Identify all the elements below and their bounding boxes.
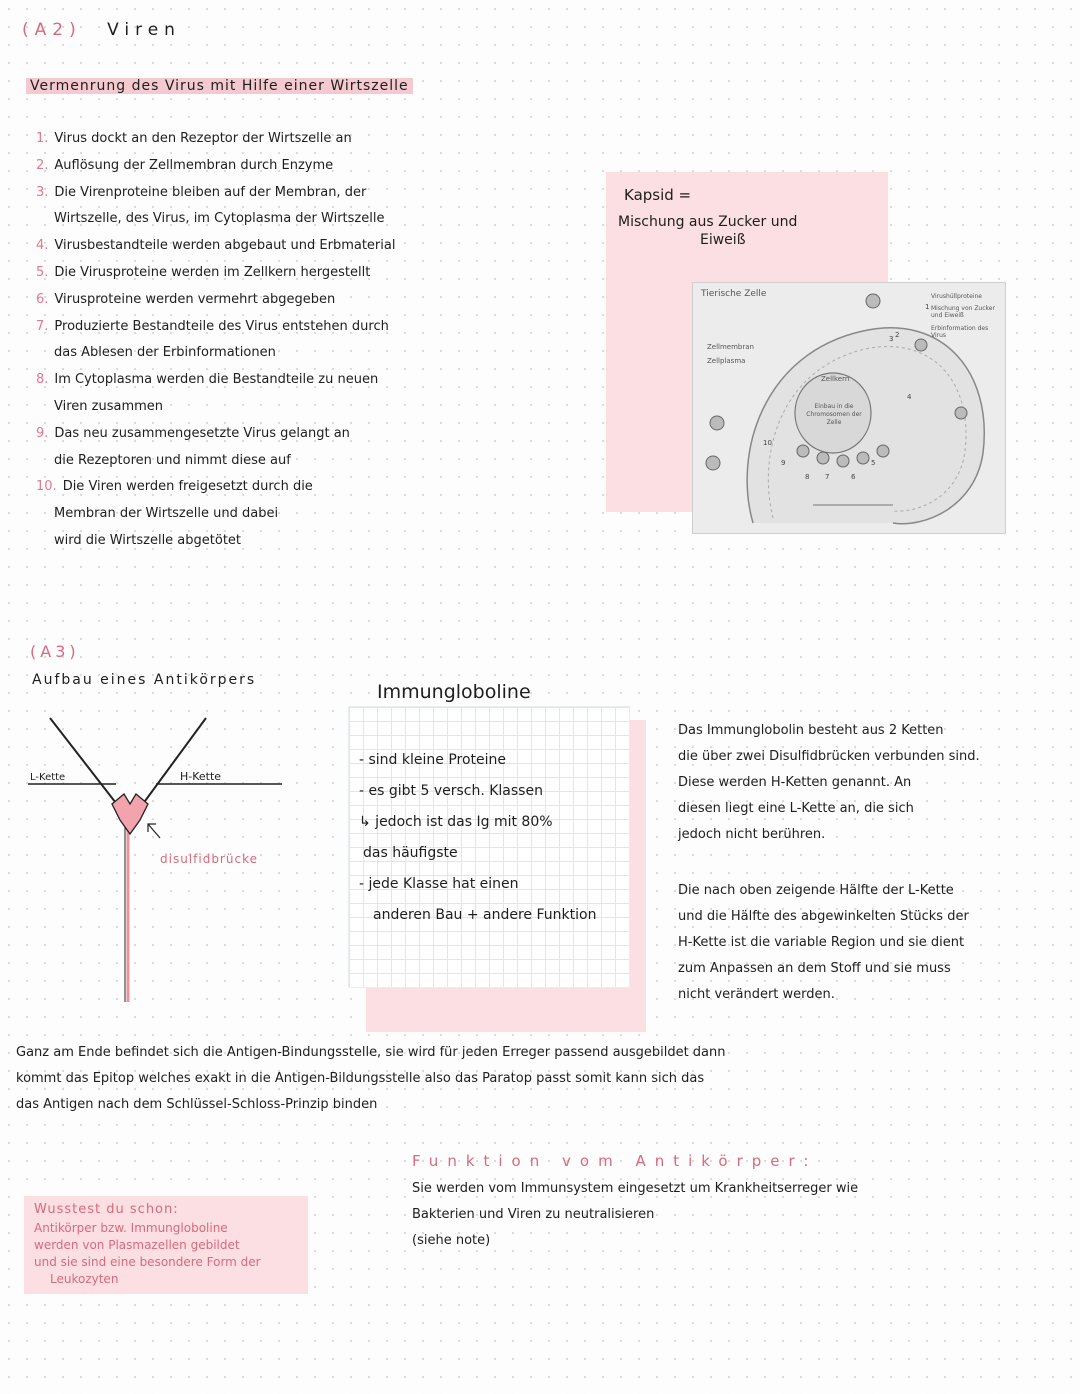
step-number: 6.: [36, 291, 49, 307]
replication-steps-list: [36, 126, 556, 555]
did-you-know-note: [24, 1196, 308, 1294]
section-a3-title: Aufbau eines Antikörpers: [32, 672, 257, 688]
paragraph-line: jedoch nicht berühren.: [678, 827, 826, 842]
immuno-line: - es gibt 5 versch. Klassen: [359, 783, 543, 799]
step-text: Das neu zusammengesetzte Virus gelangt an: [54, 425, 350, 441]
step-number: 10.: [36, 479, 57, 495]
h-chain-label: H-Kette: [180, 770, 222, 783]
diagram-step-number: 6: [851, 473, 856, 481]
diagram-step-number: 1: [925, 303, 930, 311]
virus-particle: [837, 455, 849, 467]
step-line: [36, 314, 556, 341]
did-you-know-line: Antikörper bzw. Immungloboline: [34, 1221, 228, 1235]
immuno-line: - jede Klasse hat einen: [359, 876, 519, 892]
step-line: [36, 340, 556, 367]
did-you-know-line: und sie sind eine besondere Form der: [34, 1255, 261, 1269]
kapsid-line3: Eiweiß: [700, 232, 746, 248]
step-text: Virus dockt an den Rezeptor der Wirtszelle an: [54, 131, 352, 146]
did-you-know-lines: [34, 1220, 261, 1288]
diagram-label-nucleus: Zellkern: [821, 375, 850, 383]
virus-particle: [955, 407, 967, 419]
paragraph-line: Diese werden H-Ketten genannt. An: [678, 775, 912, 790]
variable-region-paragraph: [678, 878, 1078, 1008]
antibody-structure-paragraph: [678, 718, 1078, 848]
step-line: [36, 448, 556, 475]
step-text: Membran der Wirtszelle und dabei: [54, 506, 279, 522]
function-line: Sie werden vom Immunsystem eingesetzt um Krankheitserreger wie: [412, 1181, 859, 1196]
step-line: [36, 421, 556, 448]
disulfide-bridge-shape: [112, 794, 148, 834]
diagram-label-nucleus-text: Einbau in die Chromosomen der Zelle: [806, 403, 862, 426]
step-text: Virusproteine werden vermehrt abgegeben: [54, 291, 336, 307]
paragraph-line: Das Immunglobolin besteht aus 2 Ketten: [678, 723, 944, 738]
step-number: 9.: [36, 425, 49, 441]
immuno-line: ↳ jedoch ist das Ig mit 80%: [359, 814, 553, 830]
paragraph-line: Ganz am Ende befindet sich die Antigen-Bindungsstelle, sie wird für jeden Erreger passend ausgebildet dann: [16, 1045, 726, 1060]
step-line: [36, 501, 556, 528]
step-line: [36, 153, 556, 180]
step-line: [36, 180, 556, 207]
virus-particle: [866, 294, 880, 308]
diagram-step-number: 3: [889, 335, 894, 343]
paragraph-line: nicht verändert werden.: [678, 987, 835, 1002]
immunoglobulin-card: [348, 681, 630, 988]
step-number: 2.: [36, 157, 49, 173]
kapsid-line2: Mischung aus Zucker und: [618, 214, 798, 230]
paragraph-line: zum Anpassen an dem Stoff und sie muss: [678, 961, 951, 976]
pointer-arrow: [148, 824, 160, 838]
step-line: [36, 474, 556, 501]
function-title: [412, 1152, 817, 1170]
a3-label-text: (A3): [30, 642, 80, 661]
diagram-label-right2: Mischung von Zucker und Eiweiß: [931, 305, 995, 319]
diagram-label-plasma: Zellplasma: [707, 357, 746, 365]
section-a3-label: [30, 642, 80, 661]
step-text: Wirtszelle, des Virus, im Cytoplasma der Wirtszelle: [54, 211, 385, 227]
paragraph-line: diesen liegt eine L-Kette an, die sich: [678, 801, 914, 816]
function-line: Bakterien und Viren zu neutralisieren: [412, 1207, 655, 1222]
diagram-step-number: 9: [781, 459, 786, 467]
did-you-know-line: werden von Plasmazellen gebildet: [34, 1238, 240, 1252]
immuno-line: das häufigste: [363, 845, 458, 861]
diagram-label-cell: Tierische Zelle: [701, 289, 767, 299]
diagram-step-number: 4: [907, 393, 912, 401]
step-number: 3.: [36, 184, 49, 200]
immuno-line: anderen Bau + andere Funktion: [373, 907, 597, 923]
step-text: Die Viren werden freigesetzt durch die: [62, 479, 313, 495]
step-number: 5.: [36, 264, 49, 280]
step-text: die Rezeptoren und nimmt diese auf: [54, 452, 291, 468]
antigen-binding-paragraph: [16, 1040, 1076, 1118]
function-lines: [412, 1176, 1072, 1254]
l-chain-label: L-Kette: [30, 772, 66, 783]
step-number: 8.: [36, 372, 49, 388]
paragraph-line: die über zwei Disulfidbrücken verbunden sind.: [678, 749, 980, 764]
paragraph-line: H-Kette ist die variable Region und sie dient: [678, 935, 965, 950]
immuno-card-title: Immungloboline: [377, 681, 531, 703]
diagram-step-number: 7: [825, 473, 830, 481]
step-line: [36, 367, 556, 394]
step-line: [36, 233, 556, 260]
step-line: [36, 287, 556, 314]
diagram-label-membrane: Zellmembran: [707, 343, 754, 351]
diagram-step-number: 10: [763, 439, 772, 447]
diagram-label-right1: Virushüllproteine: [931, 293, 982, 300]
step-line: [36, 126, 556, 153]
virus-particle: [817, 452, 829, 464]
step-number: 7.: [36, 318, 49, 334]
immuno-card-lines: [359, 745, 596, 931]
virus-particle: [857, 452, 869, 464]
diagram-step-number: 8: [805, 473, 810, 481]
step-line: [36, 206, 556, 233]
paragraph-line: Die nach oben zeigende Hälfte der L-Kette: [678, 883, 954, 898]
step-line: [36, 528, 556, 555]
step-text: Auflösung der Zellmembran durch Enzyme: [54, 157, 334, 173]
disulfide-label: disulfidbrücke: [160, 852, 258, 866]
section-a2-header: [22, 20, 181, 40]
step-text: Die Virusproteine werden im Zellkern hergestellt: [54, 264, 371, 280]
virus-particle: [877, 445, 889, 457]
diagram-label-right3: Erbinformation des Virus: [931, 325, 989, 339]
step-text: Die Virenproteine bleiben auf der Membran, der: [54, 184, 367, 200]
step-text: Produzierte Bestandteile des Virus entstehen durch: [54, 318, 389, 334]
immuno-line: - sind kleine Proteine: [359, 752, 507, 768]
section-a2-label: (A2): [22, 20, 82, 40]
kapsid-line1: Kapsid =: [624, 186, 692, 204]
did-you-know-line: Leukozyten: [50, 1272, 119, 1286]
section-a2-subtitle: [26, 78, 413, 94]
diagram-step-number: 2: [895, 331, 900, 339]
function-line: (siehe note): [412, 1233, 491, 1248]
step-text: das Ablesen der Erbinformationen: [54, 345, 276, 361]
paragraph-line: das Antigen nach dem Schlüssel-Schloss-Prinzip binden: [16, 1097, 378, 1112]
section-a2-title: Viren: [107, 20, 181, 40]
step-text: Viren zusammen: [54, 398, 164, 414]
subtitle-text: Vermenrung des Virus mit Hilfe einer Wirtszelle: [26, 78, 413, 94]
step-number: 1.: [36, 131, 49, 146]
virus-particle: [915, 339, 927, 351]
virus-particle: [797, 445, 809, 457]
step-text: Im Cytoplasma werden die Bestandteile zu neuen: [54, 372, 379, 388]
step-line: [36, 260, 556, 287]
diagram-step-number: 5: [871, 459, 876, 467]
step-text: wird die Wirtszelle abgetötet: [54, 532, 242, 548]
virus-replication-diagram: [692, 282, 1006, 534]
function-title-text: Funktion vom Antikörper:: [412, 1152, 818, 1170]
virus-particle: [710, 416, 724, 430]
step-text: Virusbestandteile werden abgebaut und Erbmaterial: [54, 238, 396, 254]
virus-particle: [706, 456, 720, 470]
paragraph-line: und die Hälfte des abgewinkelten Stücks der: [678, 909, 969, 924]
did-you-know-title: Wusstest du schon:: [34, 1202, 179, 1217]
antibody-diagram: [28, 712, 318, 1002]
step-number: 4.: [36, 238, 49, 254]
step-line: [36, 394, 556, 421]
paragraph-line: kommt das Epitop welches exakt in die Antigen-Bildungsstelle also das Paratop passt somit kann sich das: [16, 1071, 705, 1086]
